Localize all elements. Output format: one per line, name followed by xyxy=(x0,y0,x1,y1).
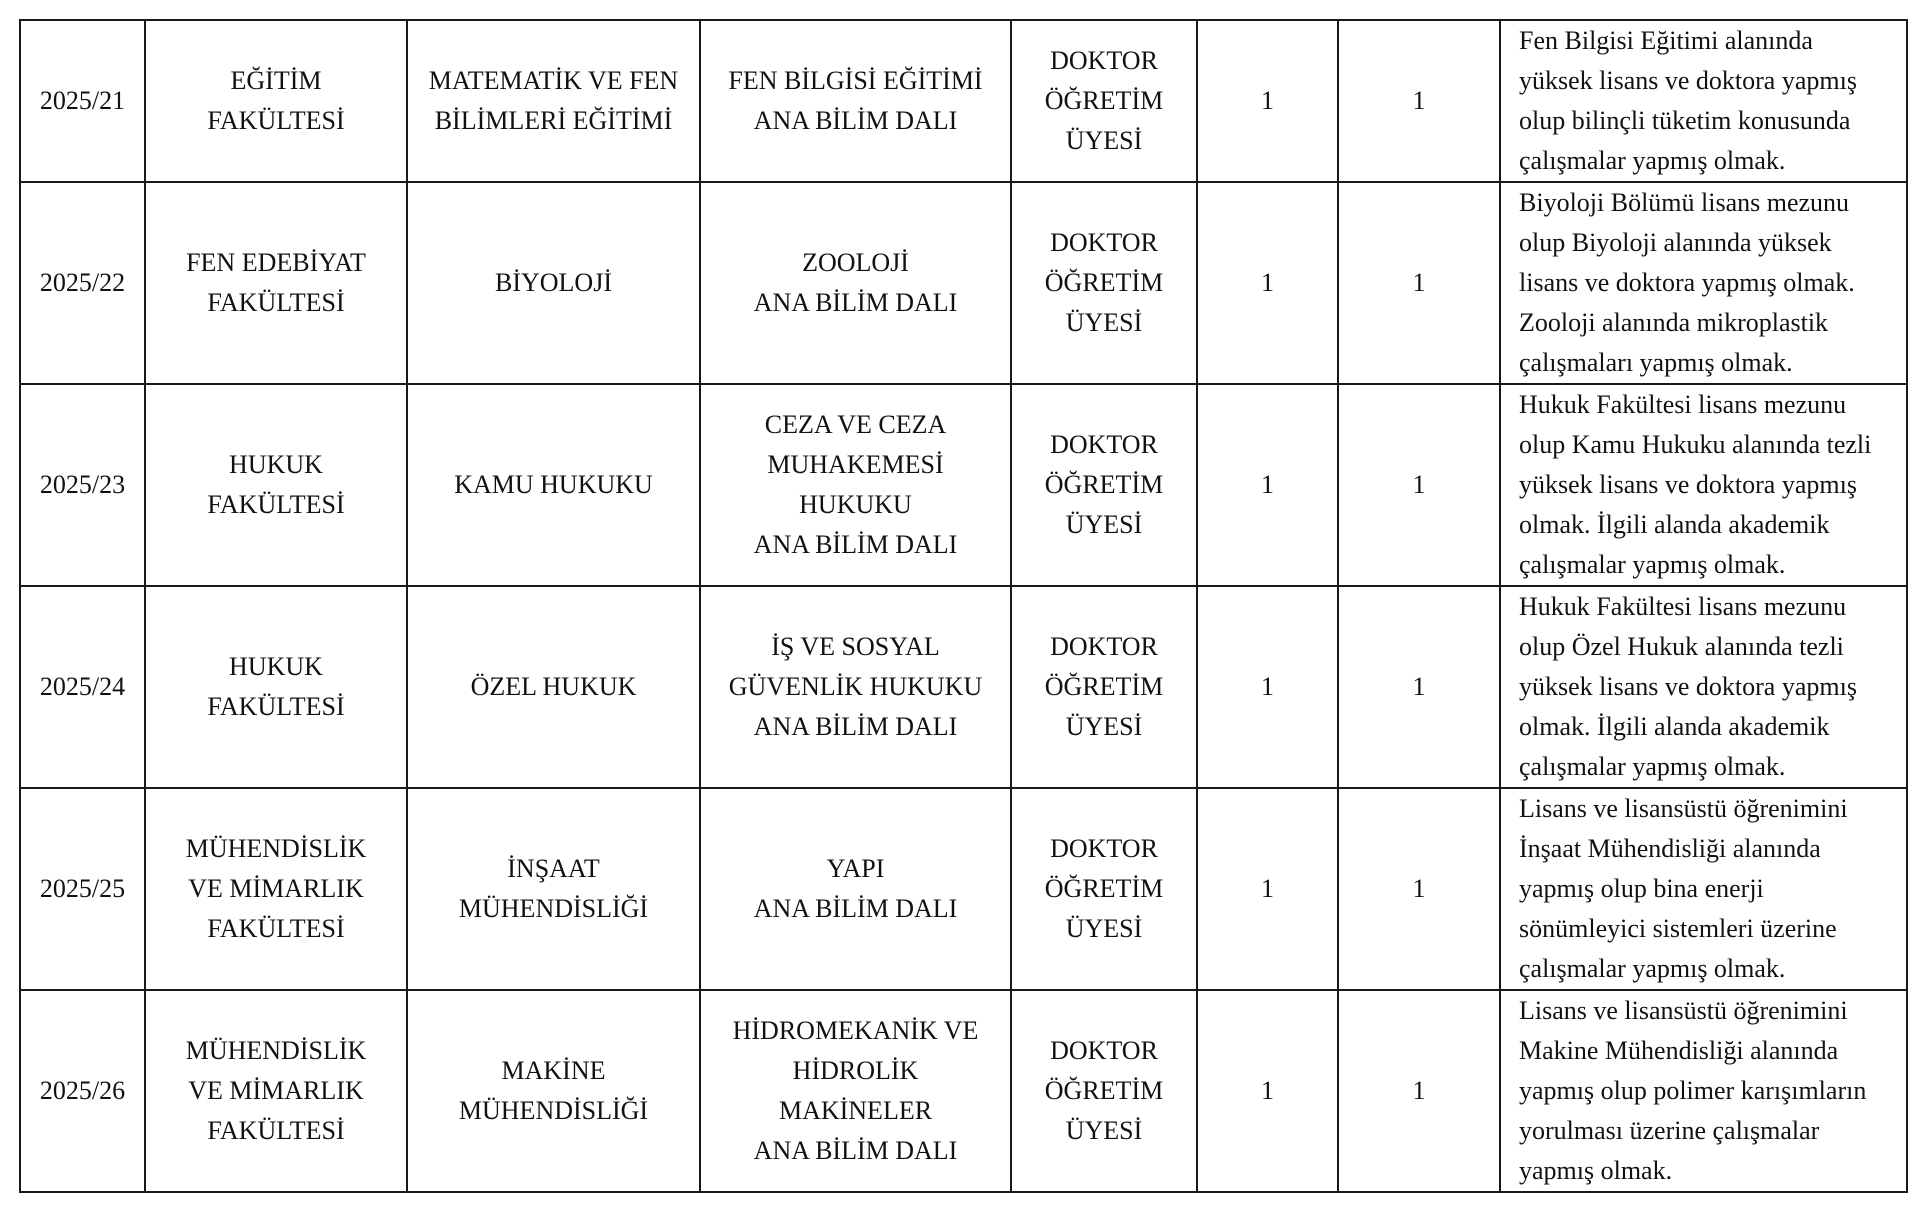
ilan-no-cell: 2025/24 xyxy=(20,586,145,788)
requirements-cell: Hukuk Fakültesi lisans mezunu olup Özel Hukuk alanında tezli yüksek lisans ve doktora yapmış olmak. İlgili alanda akademik çalışmalar yapmış olmak. xyxy=(1500,586,1907,788)
title-cell: DOKTOR ÖĞRETİM ÜYESİ xyxy=(1011,788,1197,990)
table-row xyxy=(20,990,1907,1192)
table-row xyxy=(20,384,1907,586)
title-cell: DOKTOR ÖĞRETİM ÜYESİ xyxy=(1011,20,1197,182)
degree-cell: 1 xyxy=(1197,990,1338,1192)
count-cell: 1 xyxy=(1338,586,1500,788)
department-cell: MATEMATİK VE FEN BİLİMLERİ EĞİTİMİ xyxy=(407,20,700,182)
position-table xyxy=(19,19,1908,1193)
division-cell: HİDROMEKANİK VE HİDROLİK MAKİNELER ANA BİLİM DALI xyxy=(700,990,1011,1192)
requirements-cell: Lisans ve lisansüstü öğrenimini Makine Mühendisliği alanında yapmış olup polimer karışımların yorulması üzerine çalışmalar yapmış olmak. xyxy=(1500,990,1907,1192)
degree-cell: 1 xyxy=(1197,586,1338,788)
title-cell: DOKTOR ÖĞRETİM ÜYESİ xyxy=(1011,384,1197,586)
table-row xyxy=(20,788,1907,990)
division-cell: ZOOLOJİ ANA BİLİM DALI xyxy=(700,182,1011,384)
department-cell: İNŞAAT MÜHENDİSLİĞİ xyxy=(407,788,700,990)
division-cell: İŞ VE SOSYAL GÜVENLİK HUKUKU ANA BİLİM DALI xyxy=(700,586,1011,788)
count-cell: 1 xyxy=(1338,788,1500,990)
ilan-no-cell: 2025/23 xyxy=(20,384,145,586)
faculty-cell: FEN EDEBİYAT FAKÜLTESİ xyxy=(145,182,407,384)
requirements-cell: Fen Bilgisi Eğitimi alanında yüksek lisans ve doktora yapmış olup bilinçli tüketim konusunda çalışmalar yapmış olmak. xyxy=(1500,20,1907,182)
table-row xyxy=(20,182,1907,384)
faculty-cell: MÜHENDİSLİK VE MİMARLIK FAKÜLTESİ xyxy=(145,990,407,1192)
division-cell: YAPI ANA BİLİM DALI xyxy=(700,788,1011,990)
department-cell: BİYOLOJİ xyxy=(407,182,700,384)
faculty-cell: HUKUK FAKÜLTESİ xyxy=(145,384,407,586)
faculty-cell: EĞİTİM FAKÜLTESİ xyxy=(145,20,407,182)
division-cell: CEZA VE CEZA MUHAKEMESİ HUKUKU ANA BİLİM DALI xyxy=(700,384,1011,586)
degree-cell: 1 xyxy=(1197,384,1338,586)
requirements-cell: Biyoloji Bölümü lisans mezunu olup Biyoloji alanında yüksek lisans ve doktora yapmış olmak. Zooloji alanında mikroplastik çalışmaları yapmış olmak. xyxy=(1500,182,1907,384)
table-row xyxy=(20,586,1907,788)
degree-cell: 1 xyxy=(1197,788,1338,990)
title-cell: DOKTOR ÖĞRETİM ÜYESİ xyxy=(1011,586,1197,788)
ilan-no-cell: 2025/25 xyxy=(20,788,145,990)
requirements-cell: Hukuk Fakültesi lisans mezunu olup Kamu Hukuku alanında tezli yüksek lisans ve doktora yapmış olmak. İlgili alanda akademik çalışmalar yapmış olmak. xyxy=(1500,384,1907,586)
department-cell: KAMU HUKUKU xyxy=(407,384,700,586)
degree-cell: 1 xyxy=(1197,182,1338,384)
title-cell: DOKTOR ÖĞRETİM ÜYESİ xyxy=(1011,990,1197,1192)
department-cell: MAKİNE MÜHENDİSLİĞİ xyxy=(407,990,700,1192)
count-cell: 1 xyxy=(1338,20,1500,182)
count-cell: 1 xyxy=(1338,182,1500,384)
degree-cell: 1 xyxy=(1197,20,1338,182)
ilan-no-cell: 2025/21 xyxy=(20,20,145,182)
title-cell: DOKTOR ÖĞRETİM ÜYESİ xyxy=(1011,182,1197,384)
requirements-cell: Lisans ve lisansüstü öğrenimini İnşaat Mühendisliği alanında yapmış olup bina enerji sönümleyici sistemleri üzerine çalışmalar yapmış olmak. xyxy=(1500,788,1907,990)
faculty-cell: HUKUK FAKÜLTESİ xyxy=(145,586,407,788)
table-row xyxy=(20,20,1907,182)
ilan-no-cell: 2025/22 xyxy=(20,182,145,384)
ilan-no-cell: 2025/26 xyxy=(20,990,145,1192)
faculty-cell: MÜHENDİSLİK VE MİMARLIK FAKÜLTESİ xyxy=(145,788,407,990)
count-cell: 1 xyxy=(1338,990,1500,1192)
count-cell: 1 xyxy=(1338,384,1500,586)
department-cell: ÖZEL HUKUK xyxy=(407,586,700,788)
division-cell: FEN BİLGİSİ EĞİTİMİ ANA BİLİM DALI xyxy=(700,20,1011,182)
